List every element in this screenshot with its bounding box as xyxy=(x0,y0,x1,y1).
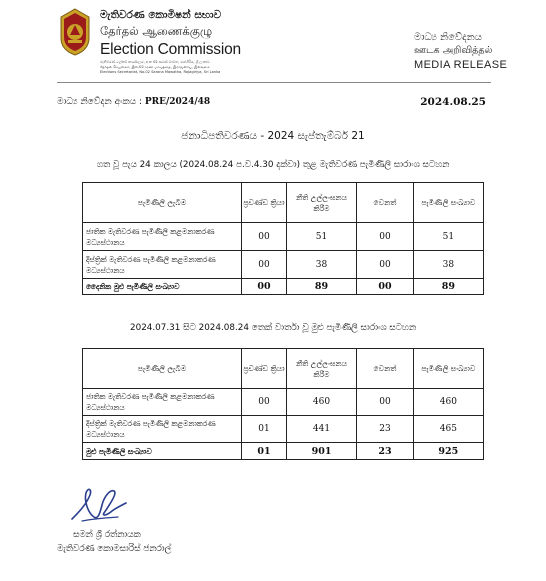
violation-total: 901 xyxy=(286,443,356,460)
cumulative-complaints-table xyxy=(82,348,484,460)
media-release-sinhala: මාධ්‍ය නිවේදනය xyxy=(414,32,482,43)
reference-number: PRE/2024/48 xyxy=(144,97,211,107)
table-row xyxy=(83,251,484,279)
row-label: දිස්ත්‍රික් මැතිවරණ පැමිණිලි කළමනාකරණ මධ්‍යස්ථානය xyxy=(83,416,242,443)
total-row-label: දෛනික මුළු පැමිණිලි සංඛ්‍යාව xyxy=(83,279,242,295)
grand-total: 925 xyxy=(413,443,483,460)
other-value: 00 xyxy=(357,389,413,416)
violence-value: 00 xyxy=(242,223,287,251)
table1-caption: ගත වූ පැය 24 කාලය (2024.08.24 ප.ව.4.30 දක්වා) තුළ මැතිවරණ පැමිණිලි සාරාංශ සටහන xyxy=(96,160,450,170)
table2-caption: 2024.07.31 සිට 2024.08.24 තෙක් වාර්තා වූ මුළු පැමිණිලි සාරාංශ සටහන xyxy=(130,323,416,333)
signatory-title: මැතිවරණ කොමසාරිස් ජනරාල් xyxy=(57,544,172,554)
table1-header-row xyxy=(83,183,484,223)
address-line-sinhala: මැතිවරණ ලේකම් කාර්යාලය, අංක 02 සරණ මාවත, රාජගිරිය, ශ්‍රී ලංකාව xyxy=(100,60,210,64)
header-divider xyxy=(57,82,491,83)
other-value: 00 xyxy=(357,251,413,279)
election-commission-emblem xyxy=(58,8,92,56)
daily-complaints-table xyxy=(82,182,484,295)
reference-line xyxy=(57,97,210,107)
reference-label: මාධ්‍ය නිවේදන අංකය : xyxy=(57,97,143,107)
header-complaint-source: පැමිණිලි ලැබීම xyxy=(83,349,242,389)
header-complaint-source: පැමිණිලි ලැබීම xyxy=(83,183,242,223)
table-row xyxy=(83,223,484,251)
violence-value: 00 xyxy=(242,389,287,416)
media-release-tamil: ஊடக அறிவித்தல் xyxy=(414,45,493,56)
row-label: දිස්ත්‍රික් මැතිවරණ පැමිණිලි කළමනාකරණ මධ්‍යස්ථානය xyxy=(83,251,242,279)
violation-total: 89 xyxy=(286,279,356,295)
total-value: 460 xyxy=(413,389,483,416)
org-name-english: Election Commission xyxy=(100,41,241,58)
table1-total-row xyxy=(83,279,484,295)
other-value: 23 xyxy=(357,416,413,443)
table-row xyxy=(83,389,484,416)
document-title: ජනාධිපතිවරණය - 2024 සැප්තැම්බර් 21 xyxy=(181,130,365,142)
other-value: 00 xyxy=(357,223,413,251)
total-row-label: මුළු පැමිණිලි සංඛ්‍යාව xyxy=(83,443,242,460)
other-total: 23 xyxy=(357,443,413,460)
media-release-english: MEDIA RELEASE xyxy=(414,59,508,71)
total-value: 465 xyxy=(413,416,483,443)
violation-value: 51 xyxy=(286,223,356,251)
header-complaint-count: පැමිණිලි සංඛ්‍යාව xyxy=(413,183,483,223)
violence-value: 01 xyxy=(242,416,287,443)
table2-total-row xyxy=(83,443,484,460)
total-value: 51 xyxy=(413,223,483,251)
org-name-sinhala: මැතිවරණ කොමිෂන් සභාව xyxy=(100,9,222,21)
violence-total: 00 xyxy=(242,279,287,295)
violation-value: 460 xyxy=(286,389,356,416)
signatory-name: සමන් ශ්‍රී රත්නායක xyxy=(73,530,141,540)
other-total: 00 xyxy=(357,279,413,295)
header-law-violation: නීති උල්ලංඝනය කිරීම xyxy=(286,183,356,223)
violence-value: 00 xyxy=(242,251,287,279)
violation-value: 441 xyxy=(286,416,356,443)
org-name-tamil: தேர்தல் ஆணைக்குழு xyxy=(100,24,213,38)
grand-total: 89 xyxy=(413,279,483,295)
header-other: වෙනත් xyxy=(357,349,413,389)
header-law-violation: නීති උල්ලංඝනය කිරීම xyxy=(286,349,356,389)
violence-total: 01 xyxy=(242,443,287,460)
address-line-english: Elections Secretariat, No.02 Sarana Mawatha, Rajagiriya, Sri Lanka xyxy=(100,70,221,74)
address-line-tamil: தேர்தல் செயலகம், இல.02 சரண மாவத்தை, இராஜகிரிய, இலங்கை xyxy=(100,65,210,69)
row-label: ජාතික මැතිවරණ පැමිණිලි කළමනාකරණ මධ්‍යස්ථානය xyxy=(83,389,242,416)
release-date: 2024.08.25 xyxy=(420,96,486,108)
row-label: ජාතික මැතිවරණ පැමිණිලි කළමනාකරණ මධ්‍යස්ථානය xyxy=(83,223,242,251)
handwritten-signature xyxy=(68,483,130,525)
header-violence: ප්‍රචණ්ඩ ක්‍රියා xyxy=(242,183,287,223)
header-violence: ප්‍රචණ්ඩ ක්‍රියා xyxy=(242,349,287,389)
header-complaint-count: පැමිණිලි සංඛ්‍යාව xyxy=(413,349,483,389)
total-value: 38 xyxy=(413,251,483,279)
header-other: වෙනත් xyxy=(357,183,413,223)
table-row xyxy=(83,416,484,443)
violation-value: 38 xyxy=(286,251,356,279)
table2-header-row xyxy=(83,349,484,389)
